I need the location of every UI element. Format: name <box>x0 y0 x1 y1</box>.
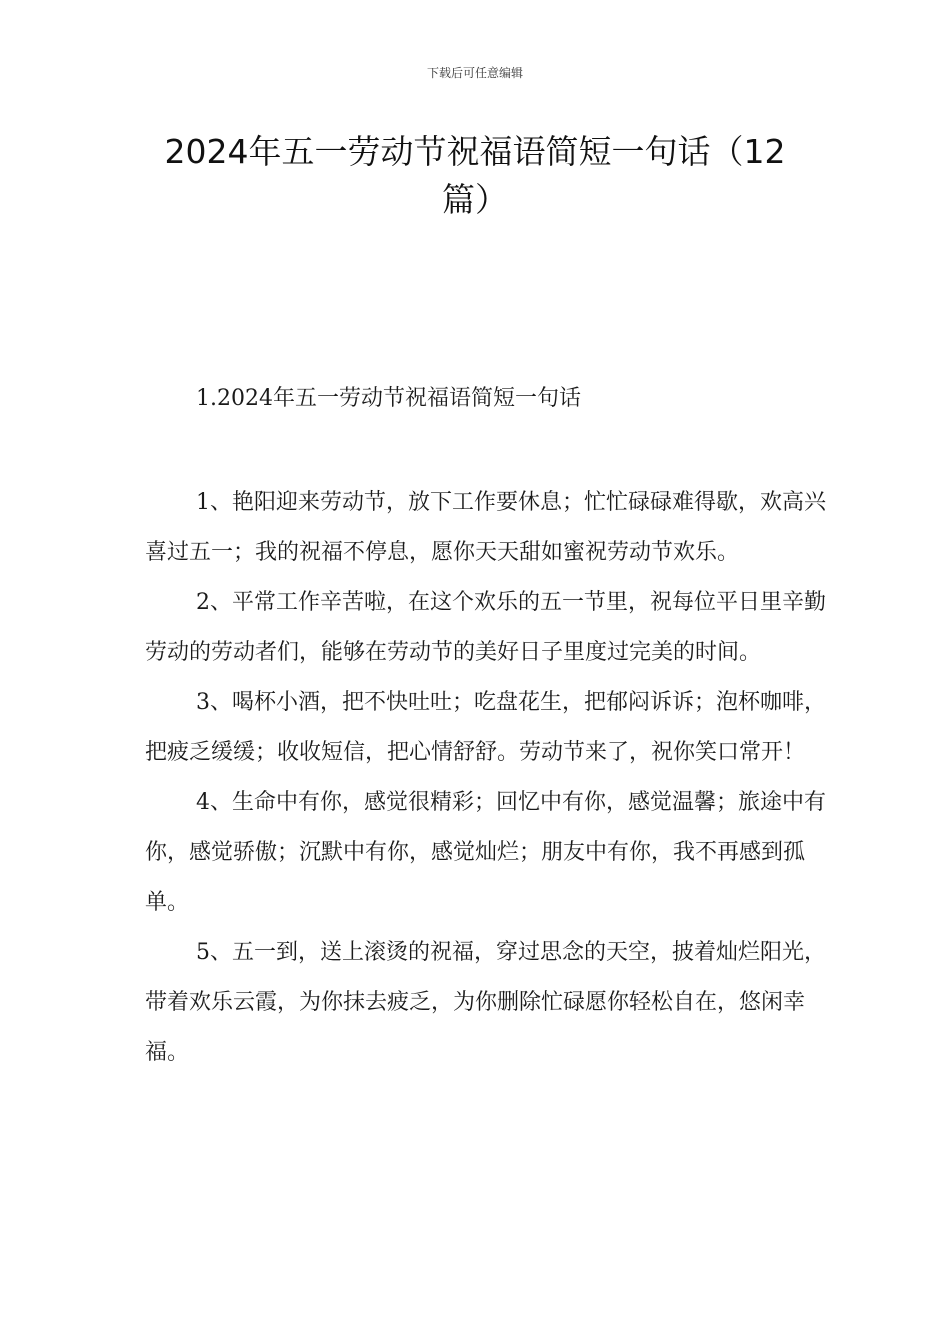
paragraph-4: 4、生命中有你，感觉很精彩；回忆中有你，感觉温馨；旅途中有你，感觉骄傲；沉默中有你，感觉灿烂；朋友中有你，我不再感到孤单。 <box>145 790 826 915</box>
paragraph-3: 3、喝杯小酒，把不快吐吐；吃盘花生，把郁闷诉诉；泡杯咖啡，把疲乏缓缓；收收短信，把心情舒舒。劳动节来了，祝你笑口常开！ <box>145 690 826 765</box>
paragraph-5: 5、五一到，送上滚烫的祝福，穿过思念的天空，披着灿烂阳光，带着欢乐云霞，为你抹去疲乏，为你删除忙碌愿你轻松自在，悠闲幸福。 <box>145 940 826 1065</box>
header-note: 下载后可任意编辑 <box>426 66 523 80</box>
paragraph-1: 1、艳阳迎来劳动节，放下工作要休息；忙忙碌碌难得歇，欢高兴喜过五一；我的祝福不停息，愿你天天甜如蜜祝劳动节欢乐。 <box>145 490 826 565</box>
document-title: 2024年五一劳动节祝福语简短一句话（12篇） <box>164 132 786 219</box>
paragraph-2: 2、平常工作辛苦啦，在这个欢乐的五一节里，祝每位平日里辛勤劳动的劳动者们，能够在劳动节的美好日子里度过完美的时间。 <box>145 590 826 665</box>
body-text <box>145 478 835 1078</box>
section-heading: 1.2024年五一劳动节祝福语简短一句话 <box>196 386 581 411</box>
